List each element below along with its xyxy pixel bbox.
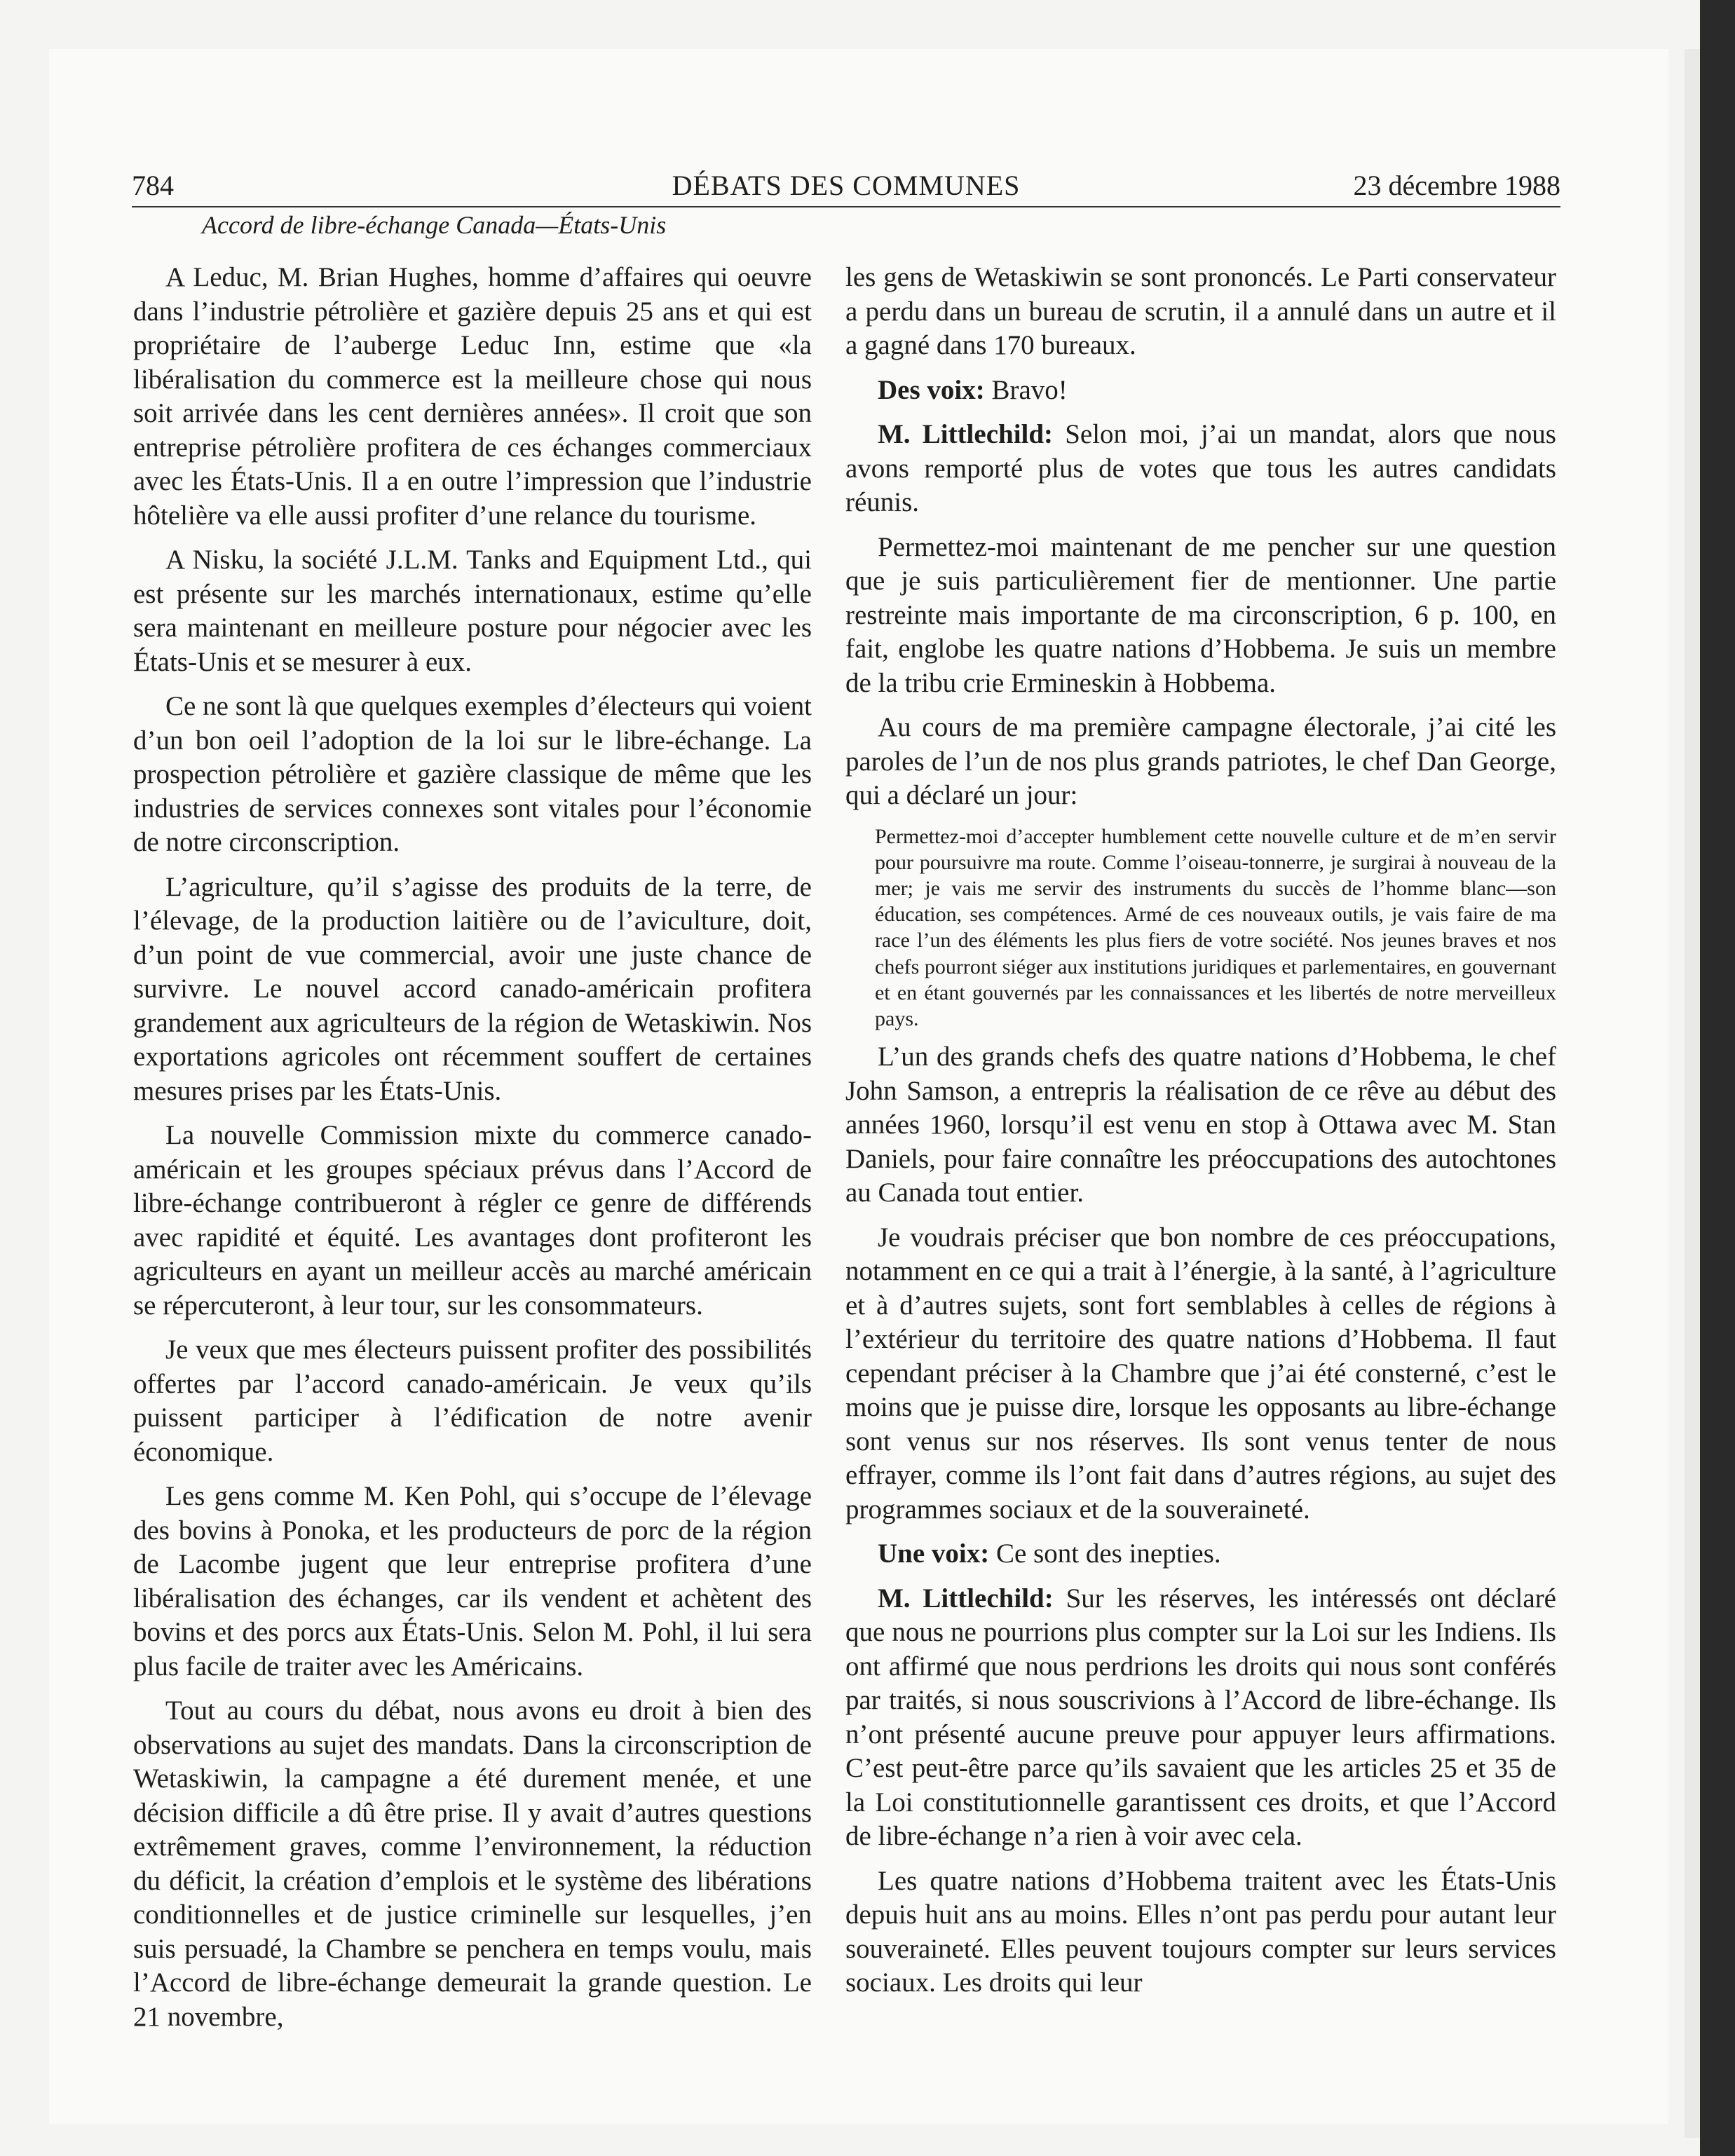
paragraph: A Leduc, M. Brian Hughes, homme d’affaires qui oeuvre dans l’industrie pétrolière et gazière depuis 25 ans et qui est propriétaire de l’auberge Leduc Inn, estime que «la libéralisation du commerce est la meilleure chose qui nous soit arrivée dans les cent dernières années». Il croit que son entreprise pétrolière profitera de ces échanges commerciaux avec les États-Unis. Il a en outre l’impression que l’industrie hôtelière va elle aussi profiter d’une relance du tourisme.	[133, 262, 812, 531]
paragraph: Je voudrais préciser que bon nombre de ces préoccupations, notamment en ce qui a trait à l’énergie, à la santé, à l’agriculture et à d’autres sujets, sont fort semblables à celles de régions à l’extérieur du territoire des quatre nations d’Hobbema. Il faut cependant préciser à la Chambre que j’ai été consterné, c’est le moins que je puisse dire, lorsque les opposants au libre-échange sont venus sur nos réserves. Ils sont venus tenter de nous effrayer, comme ils l’ont fait dans d’autres régions, au sujet des programmes sociaux et de la souveraineté.	[845, 1222, 1556, 1524]
paragraph: Je veux que mes électeurs puissent profiter des possibilités offertes par l’accord canado-américain. Je veux qu’ils puissent participer à l’édification de notre avenir économique.	[133, 1335, 812, 1467]
paragraph: La nouvelle Commission mixte du commerce canado-américain et les groupes spéciaux prévus dans l’Accord de libre-échange contribueront à régler ce genre de différends avec rapidité et équité. Les avantages dont profiteront les agriculteurs en ayant un meilleur accès au marché américain se répercuteront, à leur tour, sur les consommateurs.	[133, 1120, 812, 1321]
publication-date: 23 décembre 1988	[1353, 170, 1560, 201]
paragraph: L’un des grands chefs des quatre nations d’Hobbema, le chef John Samson, a entrepris la réalisation de ce rêve au début des années 1960, lorsqu’il est venu en stop à Ottawa avec M. Stan Daniels, pour faire connaître les préoccupations des autochtones au Canada tout entier.	[845, 1042, 1556, 1208]
section-rubric: Accord de libre-échange Canada—États-Unis	[202, 211, 667, 239]
paragraph: les gens de Wetaskiwin se sont prononcés. Le Parti conservateur a perdu dans un bureau de scrutin, il a annulé dans un autre et il a gagné dans 170 bureaux.	[845, 262, 1556, 360]
speech-text: Bravo!	[984, 374, 1068, 405]
speech	[845, 374, 1556, 408]
left-column	[133, 261, 812, 2045]
paragraph: A Nisku, la société J.L.M. Tanks and Equipment Ltd., qui est présente sur les marchés internationaux, estime qu’elle sera maintenant en meilleure posture pour négocier avec les États-Unis et se mesurer à eux.	[133, 545, 812, 677]
page-number: 784	[132, 170, 174, 201]
paragraph: Tout au cours du débat, nous avons eu droit à bien des observations au sujet des mandats. Dans la circonscription de Wetaskiwin, la campagne a été durement menée, et une décision difficile a dû être prise. Il y avait d’autres questions extrêmement graves, comme l’environnement, la réduction du déficit, la création d’emplois et le système des libérations conditionnelles et de justice criminelle sur lesquelles, j’en suis persuadé, la Chambre se penchera en temps voulu, mais l’Accord de libre-échange demeurait la grande question. Le 21 novembre,	[133, 1696, 812, 2032]
paragraph: Permettez-moi maintenant de me pencher sur une question que je suis particulièrement fier de mentionner. Une partie restreinte mais importante de ma circonscription, 6 p. 100, en fait, englobe les quatre nations d’Hobbema. Je suis un membre de la tribu crie Ermineskin à Hobbema.	[845, 531, 1556, 698]
paragraph: Les gens comme M. Ken Pohl, qui s’occupe de l’élevage des bovins à Ponoka, et les producteurs de porc de la région de Lacombe jugent que leur entreprise profitera d’une libéralisation des échanges, car ils vendent et achètent des bovins et des porcs aux États-Unis. Selon M. Pohl, il lui sera plus facile de traiter avec les Américains.	[133, 1481, 812, 1681]
speaker-label: M. Littlechild:	[878, 419, 1054, 449]
speaker-label: Des voix:	[878, 374, 985, 405]
speech	[845, 1537, 1556, 1571]
paragraph: L’agriculture, qu’il s’agisse des produits de la terre, de l’élevage, de la production laitière ou de l’aviculture, doit, d’un point de vue commercial, avoir une juste chance de survivre. Le nouvel accord canado-américain profitera grandement aux agriculteurs de la région de Wetaskiwin. Nos exportations agricoles ont récemment souffert de certaines mesures prises par les États-Unis.	[133, 871, 812, 1106]
speech-text: Selon moi, j’ai un mandat, alors que nous avons remporté plus de votes que tous les autres candidats réunis.	[845, 419, 1556, 517]
paragraph: Au cours de ma première campagne électorale, j’ai cité les paroles de l’un de nos plus grands patriotes, le chef Dan George, qui a déclaré un jour:	[845, 712, 1556, 810]
speech	[845, 1582, 1556, 1854]
publication-title: DÉBATS DES COMMUNES	[672, 170, 1021, 201]
speech-text: Sur les réserves, les intéressés ont déclaré que nous ne pourrions plus compter sur la Loi sur les Indiens. Ils ont affirmé que nous perdrions les droits qui nous sont conférés par traités, si nous souscrivions à l’Accord de libre-échange. Ils n’ont présenté aucune preuve pour appuyer leurs affirmations. C’est peut-être parce qu’ils savaient que les articles 25 et 35 de la Loi constitutionnelle garantissent ces droits, et que l’Accord de libre-échange n’a rien à voir avec cela.	[845, 1583, 1556, 1852]
right-column	[845, 261, 1556, 2011]
speech	[845, 418, 1556, 520]
scan-edge	[1700, 0, 1735, 2156]
speaker-label: M. Littlechild:	[878, 1583, 1054, 1613]
speech-text: Ce sont des inepties.	[989, 1538, 1221, 1569]
speaker-label: Une voix:	[878, 1538, 990, 1569]
page-header	[132, 158, 1560, 207]
paragraph: Les quatre nations d’Hobbema traitent avec les États-Unis depuis huit ans au moins. Elles n’ont pas perdu pour autant leur souveraineté. Elles peuvent toujours compter sur leurs services sociaux. Les droits qui leur	[845, 1865, 1556, 1998]
paragraph: Ce ne sont là que quelques exemples d’électeurs qui voient d’un bon oeil l’adoption de la loi sur le libre-échange. La prospection pétrolière et gazière classique de même que les industries de services connexes sont vitales pour l’économie de notre circonscription.	[133, 691, 812, 857]
block-quote: Permettez-moi d’accepter humblement cette nouvelle culture et de m’en servir pour poursuivre ma route. Comme l’oiseau-tonnerre, je surgirai à nouveau de la mer; je vais me servir des instruments du succès de l’homme blanc—son éducation, ses compétences. Armé de ces nouveaux outils, je vais faire de ma race l’un des éléments les plus fiers de votre société. Nos jeunes braves et nos chefs pourront siéger aux institutions juridiques et parlementaires, en gouvernant et en étant gouvernés par les connaissances et les libertés de notre merveilleux pays.	[875, 824, 1556, 1030]
